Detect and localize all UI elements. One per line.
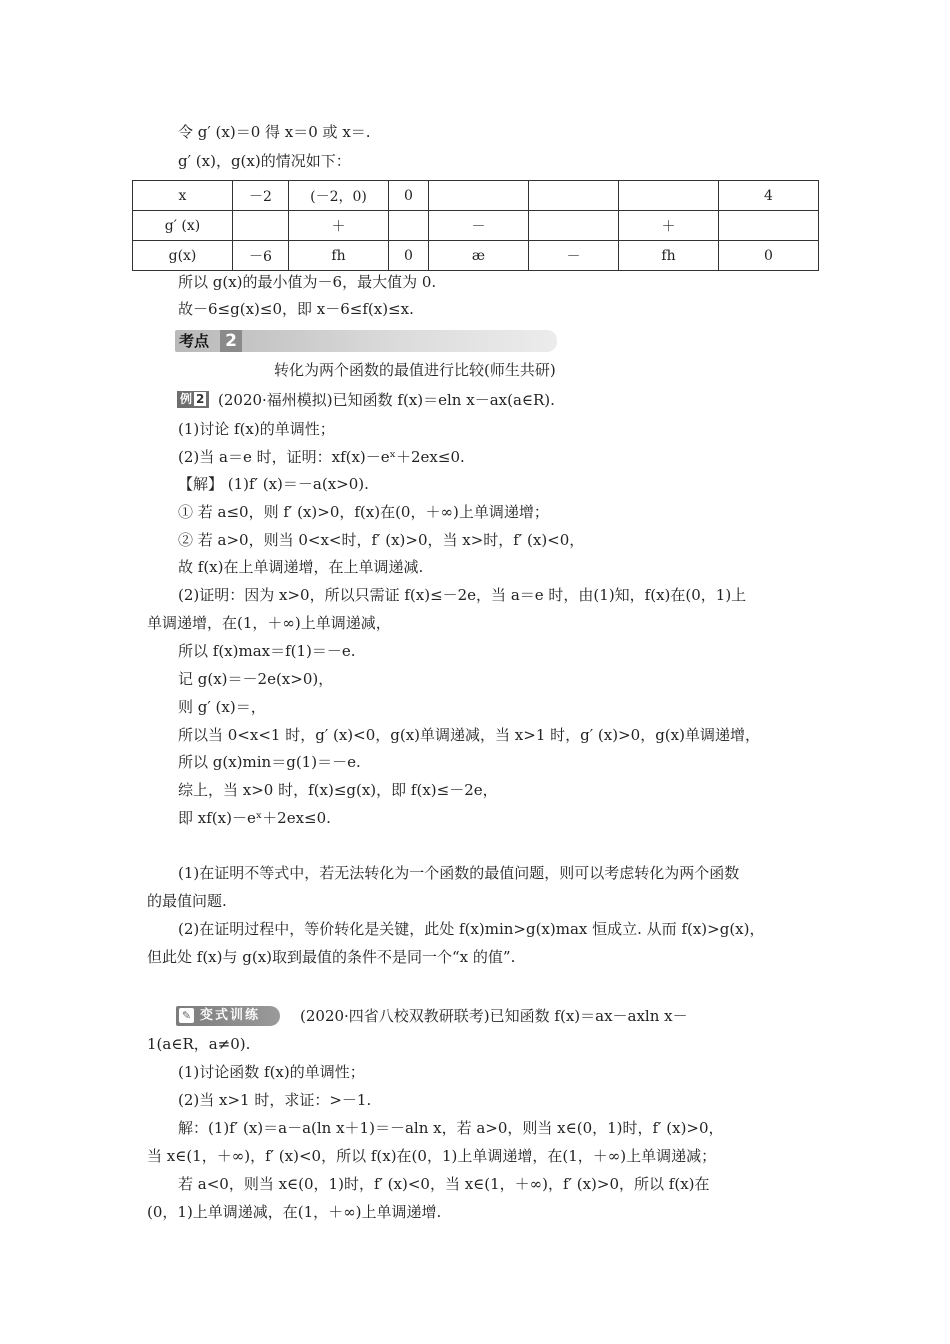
after-table-line-1: 所以 g(x)的最小值为－6，最大值为 0.: [178, 273, 437, 291]
solution-line: 则 g′ (x)＝，: [178, 698, 266, 716]
table-row: [133, 211, 819, 241]
table-cell: 0: [719, 241, 819, 271]
table-row: [133, 181, 819, 211]
variant-q1: (1)讨论函数 f(x)的单调性；: [178, 1063, 365, 1081]
variant-solution-line: 若 a<0，则当 x∈(0，1)时，f′ (x)<0，当 x∈(1，＋∞)，f′ (x)>0，所以 f(x)在: [178, 1175, 710, 1193]
table-cell: fh: [619, 241, 719, 271]
solution-line: (2)证明：因为 x>0，所以只需证 f(x)≤－2e，当 a＝e 时，由(1)知，f(x)在(0，1)上: [178, 586, 747, 604]
table-cell: (－2，0): [289, 181, 389, 211]
table-cell: [529, 211, 619, 241]
section-title: 转化为两个函数的最值进行比较(师生共研): [274, 361, 556, 379]
table-cell: æ: [429, 241, 529, 271]
table-cell: －: [429, 211, 529, 241]
note-line: 的最值问题.: [147, 892, 227, 910]
solution-line: 【解】 (1)f′ (x)＝－a(x>0).: [178, 475, 369, 493]
variant-stem-cont: 1(a∈R，a≠0).: [147, 1035, 251, 1053]
table-cell: 4: [719, 181, 819, 211]
table-cell: －6: [233, 241, 289, 271]
after-table-line-2: 故－6≤g(x)≤0，即 x－6≤f(x)≤x.: [178, 300, 414, 318]
solution-line: ① 若 a≤0，则 f′ (x)>0，f(x)在(0，＋∞)上单调递增；: [178, 503, 549, 521]
variant-solution-line: (0，1)上单调递减，在(1，＋∞)上单调递增.: [147, 1203, 442, 1221]
example-q2: (2)当 a＝e 时，证明：xf(x)－eˣ＋2ex≤0.: [178, 448, 465, 466]
section-number: 2: [220, 330, 242, 352]
table-cell: [529, 181, 619, 211]
example-stem: (2020·福州模拟)已知函数 f(x)＝eln x－ax(a∈R).: [218, 391, 555, 409]
note-line: (2)在证明过程中，等价转化是关键，此处 f(x)min>g(x)max 恒成立. 从而 f(x)>g(x)，: [178, 920, 765, 938]
solution-line: 记 g(x)＝－2e(x>0)，: [178, 670, 334, 688]
table-cell: [429, 181, 529, 211]
table-cell: －2: [233, 181, 289, 211]
table-cell: [233, 211, 289, 241]
table-cell: [389, 211, 429, 241]
intro-line-1: 令 g′ (x)＝0 得 x＝0 或 x＝.: [178, 123, 371, 141]
example-q1: (1)讨论 f(x)的单调性；: [178, 420, 335, 438]
solution-line: 综上，当 x>0 时，f(x)≤g(x)，即 f(x)≤－2e，: [178, 781, 498, 799]
note-line: 但此处 f(x)与 g(x)取到最值的条件不是同一个“x 的值”.: [147, 948, 516, 966]
variant-solution-line: 当 x∈(1，＋∞)，f′ (x)<0，所以 f(x)在(0，1)上单调递增，在(1，＋∞)上单调递减；: [147, 1147, 717, 1165]
example-badge-number: 2: [196, 392, 205, 406]
sign-table: [132, 180, 819, 271]
solution-line: 所以当 0<x<1 时，g′ (x)<0，g(x)单调递减，当 x>1 时，g′ (x)>0，g(x)单调递增，: [178, 726, 760, 744]
table-cell: ＋: [619, 211, 719, 241]
table-cell: fh: [289, 241, 389, 271]
table-row: [133, 241, 819, 271]
variant-badge: [176, 1006, 280, 1026]
solution-line: 即 xf(x)－eˣ＋2ex≤0.: [178, 809, 331, 827]
example-badge: [177, 391, 209, 408]
table-cell: －: [529, 241, 619, 271]
solution-line: ② 若 a>0，则当 0<x<时，f′ (x)>0，当 x>时，f′ (x)<0，: [178, 531, 585, 549]
table-cell: [619, 181, 719, 211]
intro-line-2: g′ (x)，g(x)的情况如下：: [178, 152, 351, 170]
section-label: 考点: [179, 332, 210, 350]
example-badge-label: 例: [180, 392, 193, 406]
variant-badge-label: 变式训练: [200, 1008, 261, 1023]
table-cell: g′ (x): [133, 211, 233, 241]
variant-stem: (2020·四省八校双教研联考)已知函数 f(x)＝ax－axln x－: [300, 1007, 688, 1025]
solution-line: 故 f(x)在上单调递增，在上单调递减.: [178, 558, 424, 576]
table-cell: ＋: [289, 211, 389, 241]
table-cell: x: [133, 181, 233, 211]
variant-solution-line: 解：(1)f′ (x)＝a－a(ln x＋1)＝－aln x，若 a>0，则当 x∈(0，1)时，f′ (x)>0，: [178, 1119, 724, 1137]
table-cell: 0: [389, 241, 429, 271]
note-line: (1)在证明不等式中，若无法转化为一个函数的最值问题，则可以考虑转化为两个函数: [178, 864, 740, 882]
solution-line: 所以 g(x)min＝g(1)＝－e.: [178, 753, 361, 771]
table-cell: 0: [389, 181, 429, 211]
section-header-bar: [175, 330, 557, 352]
table-cell: g(x): [133, 241, 233, 271]
table-cell: [719, 211, 819, 241]
solution-line: 所以 f(x)max＝f(1)＝－e.: [178, 642, 356, 660]
solution-line: 单调递增，在(1，＋∞)上单调递减，: [147, 614, 391, 632]
variant-q2: (2)当 x>1 时，求证：>－1.: [178, 1091, 372, 1109]
checklist-icon: ✎: [179, 1008, 194, 1023]
